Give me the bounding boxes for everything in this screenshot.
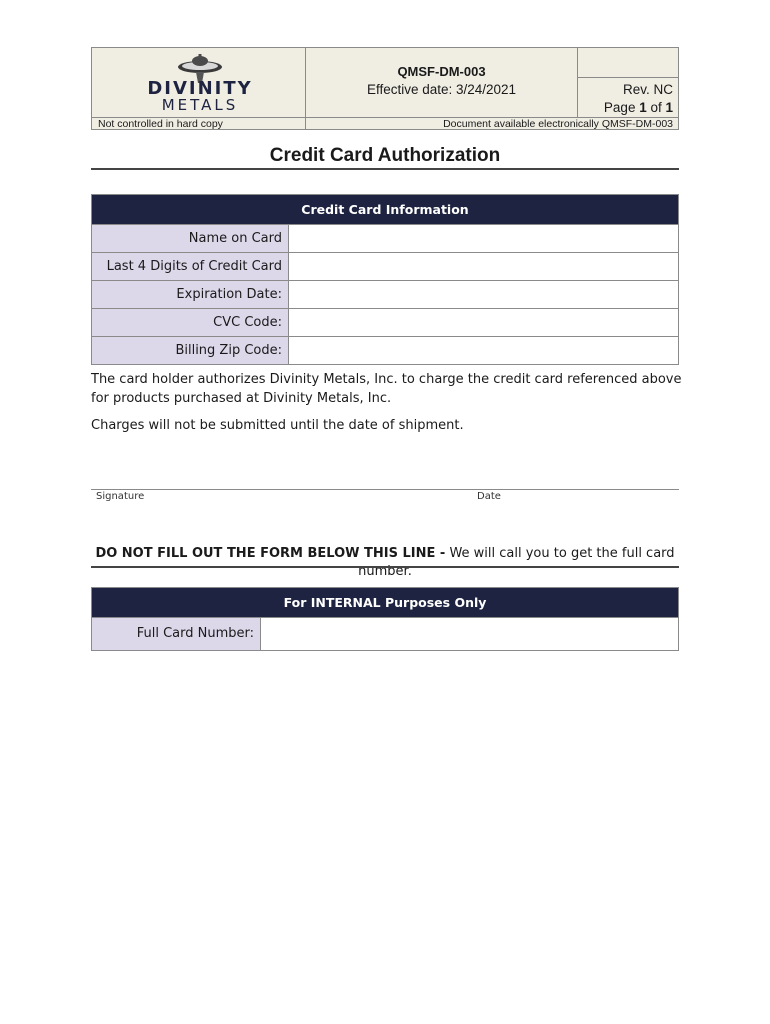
cvc-code-label: CVC Code:	[92, 309, 289, 336]
revision: Rev. NC	[622, 82, 673, 97]
rev-top-cell	[578, 48, 679, 78]
not-controlled-note: Not controlled in hard copy	[92, 117, 306, 130]
charges-text: Charges will not be submitted until the date of shipment.	[91, 418, 464, 433]
signature-line[interactable]	[91, 489, 679, 490]
table-row	[92, 617, 678, 650]
page-number: Page 1 of 1	[603, 100, 673, 115]
doc-code: QMSF-DM-003	[397, 64, 486, 79]
page-title: Credit Card Authorization	[269, 145, 501, 166]
full-card-number-label: Full Card Number:	[92, 618, 261, 650]
name-on-card-label: Name on Card	[92, 225, 289, 252]
cvc-code-field[interactable]	[289, 309, 678, 336]
credit-card-table	[91, 194, 679, 365]
internal-table	[91, 587, 679, 651]
do-not-fill-warning	[91, 545, 679, 581]
logo-line1: DIVINITY	[147, 78, 253, 99]
warning-bold: DO NOT FILL OUT THE FORM BELOW THIS LINE -	[95, 546, 446, 561]
last-four-digits-label: Last 4 Digits of Credit Card	[92, 253, 289, 280]
logo-cell	[92, 48, 306, 117]
title-divider	[91, 168, 679, 170]
doc-info-cell	[306, 48, 578, 117]
billing-zip-label: Billing Zip Code:	[92, 337, 289, 364]
warning-rest: We will call you to get the full card number.	[358, 546, 675, 579]
table-row	[92, 224, 678, 252]
internal-table-heading: For INTERNAL Purposes Only	[92, 588, 678, 617]
warning-divider	[91, 566, 679, 568]
logo-line2: METALS	[161, 96, 239, 111]
last-four-digits-field[interactable]	[289, 253, 678, 280]
effective-date: Effective date: 3/24/2021	[366, 82, 517, 97]
table-row	[92, 280, 678, 308]
credit-card-table-heading: Credit Card Information	[92, 195, 678, 224]
signature-label: Signature	[96, 491, 145, 502]
document-header	[91, 47, 679, 130]
authorization-text: The card holder authorizes Divinity Metals, Inc. to charge the credit card referenced above for products purchased at Divinity Metals, Inc.	[91, 372, 682, 406]
expiration-date-label: Expiration Date:	[92, 281, 289, 308]
full-card-number-field[interactable]	[261, 618, 678, 650]
table-row	[92, 308, 678, 336]
name-on-card-field[interactable]	[289, 225, 678, 252]
billing-zip-field[interactable]	[289, 337, 678, 364]
divinity-metals-logo	[136, 53, 264, 111]
table-row	[92, 336, 678, 364]
date-label: Date	[477, 491, 501, 502]
revision-cell	[578, 78, 679, 117]
availability-note: Document available electronically QMSF-DM-003	[306, 117, 679, 130]
table-row	[92, 252, 678, 280]
expiration-date-field[interactable]	[289, 281, 678, 308]
